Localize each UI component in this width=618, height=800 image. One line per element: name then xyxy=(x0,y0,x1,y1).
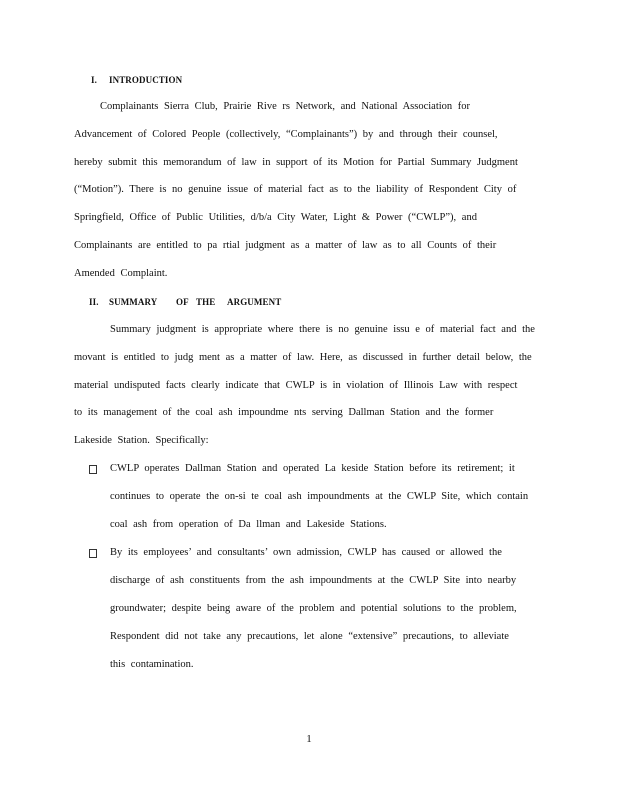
summary-line: material undisputed facts clearly indicate that CWLP is in violation of Illinois Law with respect xyxy=(74,380,518,391)
intro-line: (“Motion”). There is no genuine issue of material fact as to the liability of Respondent City of xyxy=(74,184,517,195)
section-2-title-word: THE xyxy=(196,297,216,307)
bullet-line: this contamination. xyxy=(110,659,194,670)
intro-line: Complainants Sierra Club, Prairie Rive rs Network, and National Association for xyxy=(100,101,471,112)
bullet-line: By its employees’ and consultants’ own admission, CWLP has caused or allowed the xyxy=(110,547,502,558)
summary-line: Lakeside Station. Specifically: xyxy=(74,435,209,446)
page-number: 1 xyxy=(306,733,312,745)
bullet-line: discharge of ash constituents from the ash impoundments at the CWLP Site into nearby xyxy=(110,575,517,586)
summary-line: Summary judgment is appropriate where there is no genuine issu e of material fact and the xyxy=(110,324,535,335)
intro-line: hereby submit this memorandum of law in support of its Motion for Partial Summary Judgment xyxy=(74,157,518,168)
bullet-line: continues to operate the on-si te coal ash impoundments at the CWLP Site, which contain xyxy=(110,491,529,502)
bullet-box-icon xyxy=(89,465,97,474)
summary-line: movant is entitled to judg ment as a matter of law. Here, as discussed in further detail below, the xyxy=(74,352,532,363)
intro-line: Amended Complaint. xyxy=(74,268,168,279)
intro-line: Complainants are entitled to pa rtial judgment as a matter of law as to all Counts of their xyxy=(74,240,497,251)
bullet-box-icon xyxy=(89,549,97,558)
bullet-line: Respondent did not take any precautions, let alone “extensive” precautions, to alleviate xyxy=(110,631,509,642)
section-2-title-word: ARGUMENT xyxy=(227,297,282,307)
section-1-title: INTRODUCTION xyxy=(109,75,183,85)
intro-line: Springfield, Office of Public Utilities, d/b/a City Water, Light & Power (“CWLP”), and xyxy=(74,212,477,223)
section-2-numeral: II. xyxy=(89,297,99,307)
bullet-line: CWLP operates Dallman Station and operated La keside Station before its retirement; it xyxy=(110,463,515,474)
section-2-title-word: SUMMARY xyxy=(109,297,158,307)
bullet-line: groundwater; despite being aware of the problem and potential solutions to the problem, xyxy=(110,603,517,614)
bullet-line: coal ash from operation of Da llman and Lakeside Stations. xyxy=(110,519,387,530)
summary-line: to its management of the coal ash impoundme nts serving Dallman Station and the former xyxy=(74,407,494,418)
intro-line: Advancement of Colored People (collectively, “Complainants”) by and through their counsel, xyxy=(74,129,498,140)
section-1-numeral: I. xyxy=(91,75,97,85)
section-2-title-word: OF xyxy=(176,297,189,307)
